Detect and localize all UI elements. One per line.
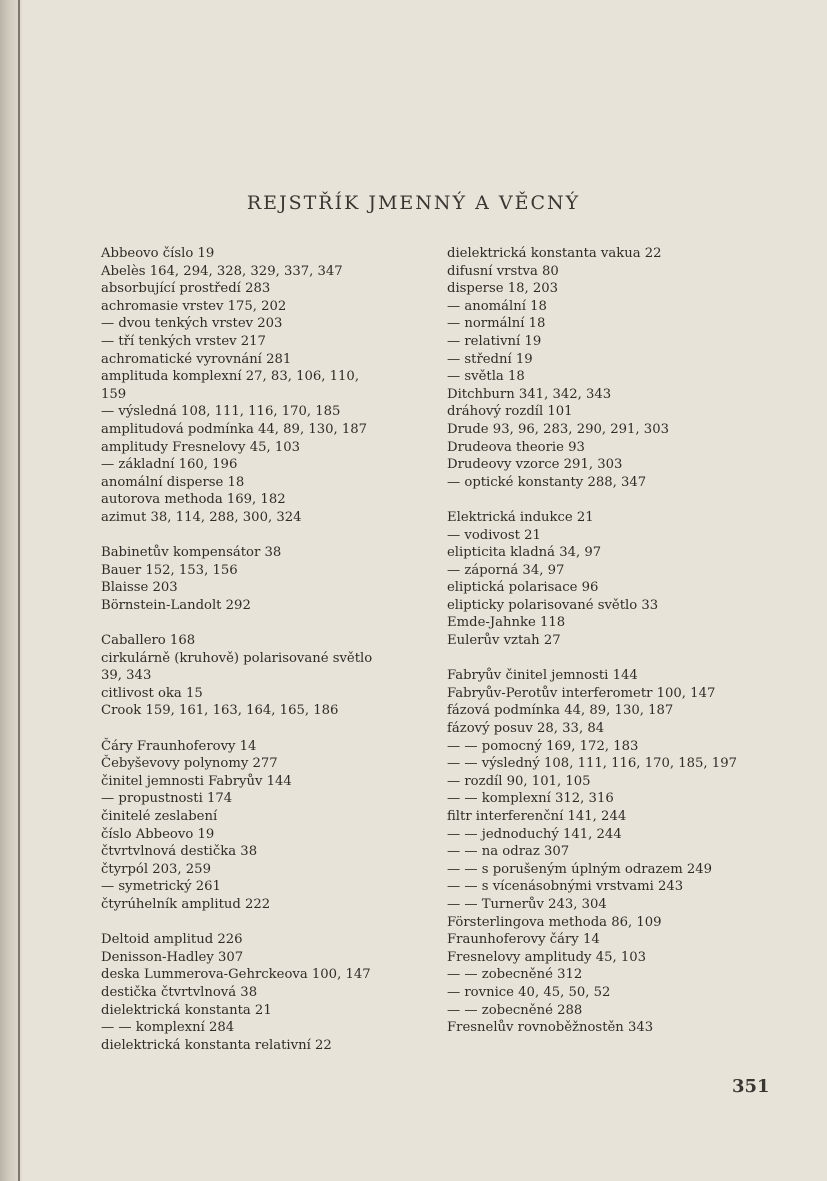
index-entry: Caballero 168 xyxy=(101,633,196,649)
index-entry: fázová podmínka 44, 89, 130, 187 xyxy=(447,703,674,719)
index-entry: činitelé zeslabení xyxy=(101,809,218,824)
index-entry: — — komplexní 284 xyxy=(101,1020,235,1036)
index-entry: činitel jemnosti Fabryův 144 xyxy=(101,773,292,789)
index-entry: Crook 159, 161, 163, 164, 165, 186 xyxy=(101,703,339,719)
index-entry: Fabryův-Perotův interferometr 100, 147 xyxy=(447,685,716,701)
index-entry: — světla 18 xyxy=(447,369,525,385)
index-entry: filtr interferenční 141, 244 xyxy=(447,809,627,824)
index-entry: — dvou tenkých vrstev 203 xyxy=(101,316,283,332)
index-entry: — normální 18 xyxy=(447,316,546,332)
index-entry: anomální disperse 18 xyxy=(101,474,245,490)
index-entry: — — Turnerův 243, 304 xyxy=(447,896,607,912)
index-entry: Denisson-Hadley 307 xyxy=(101,949,244,965)
index-column-left xyxy=(101,245,401,1054)
index-entry: — výsledná 108, 111, 116, 170, 185 xyxy=(101,404,341,420)
index-entry: — — zobecněné 288 xyxy=(447,1002,583,1018)
index-entry: citlivost oka 15 xyxy=(101,685,203,701)
index-entry: Deltoid amplitud 226 xyxy=(101,932,243,948)
index-entry: 159 xyxy=(101,386,127,402)
index-entry: — rovnice 40, 45, 50, 52 xyxy=(447,984,611,1000)
index-entry: Drudeovy vzorce 291, 303 xyxy=(447,457,623,473)
index-entry: — — na odraz 307 xyxy=(447,844,570,860)
index-entry: elipticky polarisované světlo 33 xyxy=(447,597,659,613)
index-entry: — — pomocný 169, 172, 183 xyxy=(447,738,639,754)
index-entry: Fabryův činitel jemnosti 144 xyxy=(447,668,638,684)
index-entry: čtvrtvlnová destička 38 xyxy=(101,844,258,860)
index-entry: autorova methoda 169, 182 xyxy=(101,492,286,508)
index-entry: — základní 160, 196 xyxy=(101,457,238,473)
index-entry: Blaisse 203 xyxy=(101,580,178,596)
index-entry: — — jednoduchý 141, 244 xyxy=(447,826,622,842)
index-entry: achromatické vyrovnání 281 xyxy=(101,351,292,367)
page-binding-line xyxy=(18,0,20,1181)
index-entry: deska Lummerova-Gehrckeova 100, 147 xyxy=(101,967,371,983)
index-entry: Abelès 164, 294, 328, 329, 337, 347 xyxy=(101,263,343,279)
index-entry: — — s vícenásobnými vrstvami 243 xyxy=(447,879,684,895)
index-entry: destička čtvrtvlnová 38 xyxy=(101,984,258,1000)
index-entry: disperse 18, 203 xyxy=(447,281,559,297)
index-entry: amplitudová podmínka 44, 89, 130, 187 xyxy=(101,421,368,437)
index-entry: — anomální 18 xyxy=(447,298,547,314)
index-entry: — symetrický 261 xyxy=(101,879,221,895)
index-entry: Ditchburn 341, 342, 343 xyxy=(447,386,612,402)
index-entry: čtyrúhelník amplitud 222 xyxy=(101,896,271,912)
index-entry: — střední 19 xyxy=(447,351,533,367)
index-entry: eliptická polarisace 96 xyxy=(447,580,599,596)
index-entry: Čebyševovy polynomy 277 xyxy=(101,756,278,772)
index-entry: Elektrická indukce 21 xyxy=(447,509,594,525)
index-entry: — tří tenkých vrstev 217 xyxy=(101,333,266,349)
index-entry: cirkulárně (kruhově) polarisované světlo xyxy=(101,650,373,666)
index-entry: Babinetův kompensátor 38 xyxy=(101,545,282,561)
index-entry: absorbující prostředí 283 xyxy=(101,281,271,297)
index-entry: dielektrická konstanta vakua 22 xyxy=(447,246,662,261)
index-entry: fázový posuv 28, 33, 84 xyxy=(447,721,605,737)
index-entry: Čáry Fraunhoferovy 14 xyxy=(101,738,257,754)
index-entry: — optické konstanty 288, 347 xyxy=(447,474,647,490)
index-entry: amplitudy Fresnelovy 45, 103 xyxy=(101,439,301,455)
index-entry: achromasie vrstev 175, 202 xyxy=(101,298,287,314)
index-entry: — vodivost 21 xyxy=(447,527,541,543)
index-entry: Fresnelovy amplitudy 45, 103 xyxy=(447,949,647,965)
index-entry: Fraunhoferovy čáry 14 xyxy=(447,932,600,948)
index-entry: Drudeova theorie 93 xyxy=(447,439,585,455)
page-number: 351 xyxy=(732,1076,770,1097)
index-entry: Eulerův vztah 27 xyxy=(447,633,561,649)
index-entry: Försterlingova methoda 86, 109 xyxy=(447,914,662,930)
index-entry: — — zobecněné 312 xyxy=(447,967,583,983)
index-entry: 39, 343 xyxy=(101,668,152,684)
index-entry: dráhový rozdíl 101 xyxy=(447,404,573,420)
index-entry: Emde-Jahnke 118 xyxy=(447,615,566,631)
index-entry: difusní vrstva 80 xyxy=(447,263,559,279)
index-entry: Abbeovo číslo 19 xyxy=(101,246,215,261)
index-entry: Drude 93, 96, 283, 290, 291, 303 xyxy=(447,421,669,437)
index-column-right xyxy=(447,245,777,1037)
index-entry: azimut 38, 114, 288, 300, 324 xyxy=(101,509,302,525)
index-entry: — — s porušeným úplným odrazem 249 xyxy=(447,861,713,877)
index-entry: — záporná 34, 97 xyxy=(447,562,565,578)
index-entry: Fresnelův rovnoběžnostěn 343 xyxy=(447,1020,654,1036)
index-title: REJSTŘÍK JMENNÝ A VĚCNÝ xyxy=(246,192,581,214)
index-entry: amplituda komplexní 27, 83, 106, 110, xyxy=(101,369,360,385)
index-entry: čtyrpól 203, 259 xyxy=(101,861,211,877)
index-entry: číslo Abbeovo 19 xyxy=(101,826,215,842)
index-entry: dielektrická konstanta 21 xyxy=(101,1002,272,1018)
index-entry: dielektrická konstanta relativní 22 xyxy=(101,1037,332,1053)
index-entry: Bauer 152, 153, 156 xyxy=(101,562,238,578)
index-entry: — propustnosti 174 xyxy=(101,791,233,807)
index-entry: — relativní 19 xyxy=(447,333,542,349)
index-entry: Börnstein-Landolt 292 xyxy=(101,597,251,613)
index-entry: — — výsledný 108, 111, 116, 170, 185, 197 xyxy=(447,756,737,772)
index-entry: — rozdíl 90, 101, 105 xyxy=(447,773,591,789)
index-entry: elipticita kladná 34, 97 xyxy=(447,545,602,561)
index-entry: — — komplexní 312, 316 xyxy=(447,791,614,807)
